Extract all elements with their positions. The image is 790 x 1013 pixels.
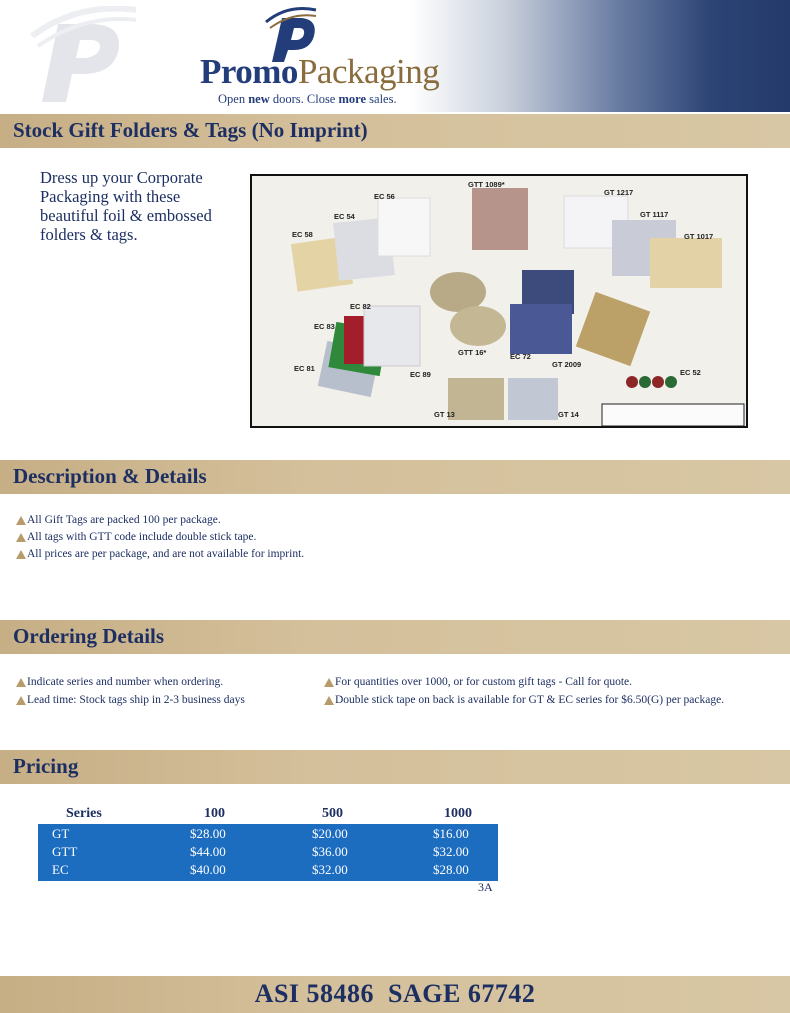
table-cell: $32.00 xyxy=(312,862,348,877)
description-bar xyxy=(0,460,790,494)
photo-label: GT 2009 xyxy=(552,360,582,369)
bullet-triangle-icon xyxy=(16,678,26,687)
photo-label: EC 54 xyxy=(334,212,355,221)
table-cell: $28.00 xyxy=(433,862,469,877)
table-cell: $44.00 xyxy=(190,844,226,859)
page-header xyxy=(0,0,790,112)
ordering-list-right xyxy=(324,673,724,709)
pricing-table xyxy=(38,806,498,881)
pricing-header-row xyxy=(38,806,498,824)
ordering-bar xyxy=(0,620,790,654)
photo-label: GTT 16* xyxy=(458,348,487,357)
table-cell: GT xyxy=(52,826,70,841)
footer-bar xyxy=(0,976,790,1013)
photo-label: GT 1117 xyxy=(640,210,669,219)
product-photo-illustration xyxy=(252,176,746,426)
table-cell: $40.00 xyxy=(190,862,226,877)
page-number: 3A xyxy=(478,880,493,894)
photo-label: EC 56 xyxy=(374,192,395,201)
bullet-triangle-icon xyxy=(16,533,26,542)
header-cell-series: Series xyxy=(66,806,102,821)
table-cell: $20.00 xyxy=(312,826,348,841)
list-item-text: All prices are per package, and are not available for imprint. xyxy=(27,548,305,560)
brand-name-packaging: Packaging xyxy=(297,52,440,91)
list-item xyxy=(324,673,724,691)
list-item-text: Lead time: Stock tags ship in 2-3 business days xyxy=(27,694,245,706)
list-item xyxy=(16,546,304,563)
list-item-text: Indicate series and number when ordering. xyxy=(27,676,224,688)
table-cell: $36.00 xyxy=(312,844,348,859)
table-row xyxy=(38,861,498,879)
tagline-part: Open xyxy=(218,92,249,106)
description-list xyxy=(16,512,304,563)
pricing-body xyxy=(38,824,498,881)
intro-text: Dress up your Corporate Packaging with these beautiful foil & embossed folders & tags. xyxy=(40,168,212,244)
bullet-triangle-icon xyxy=(16,516,26,525)
product-photo xyxy=(250,174,748,428)
bullet-triangle-icon xyxy=(324,678,334,687)
list-item xyxy=(324,691,724,709)
list-item xyxy=(16,673,245,691)
list-item xyxy=(16,691,245,709)
header-cell-1000: 1000 xyxy=(444,806,472,821)
tagline-emphasis-new: new xyxy=(248,92,270,106)
photo-label: EC 82 xyxy=(350,302,371,311)
tagline-emphasis-more: more xyxy=(338,92,367,106)
photo-label: GTT 1089* xyxy=(468,180,505,189)
list-item-text: All tags with GTT code include double stick tape. xyxy=(27,531,257,543)
tagline-part: sales. xyxy=(366,92,397,106)
list-item xyxy=(16,512,304,529)
bullet-triangle-icon xyxy=(324,696,334,705)
ordering-heading: Ordering Details xyxy=(13,624,165,648)
photo-label: GT 1017 xyxy=(684,232,714,241)
brand-name xyxy=(200,52,439,92)
title-bar xyxy=(0,114,790,148)
table-row xyxy=(38,843,498,861)
description-heading: Description & Details xyxy=(13,464,207,488)
brand-tagline xyxy=(218,92,397,107)
table-cell: EC xyxy=(52,862,69,877)
table-cell: GTT xyxy=(52,844,78,859)
bullet-triangle-icon xyxy=(16,696,26,705)
ordering-list-left xyxy=(16,673,245,709)
tagline-part: doors. Close xyxy=(269,92,339,106)
list-item xyxy=(16,529,304,546)
photo-label: EC 81 xyxy=(294,364,315,373)
list-item-text: All Gift Tags are packed 100 per package. xyxy=(27,514,221,526)
table-cell: $32.00 xyxy=(433,844,469,859)
pricing-bar xyxy=(0,750,790,784)
header-cell-100: 100 xyxy=(204,806,225,821)
table-row xyxy=(38,825,498,843)
photo-label: GT 13 xyxy=(434,410,455,419)
watermark-p-logo-icon xyxy=(28,6,138,106)
list-item-text: For quantities over 1000, or for custom gift tags - Call for quote. xyxy=(335,676,633,688)
brand-name-promo: Promo xyxy=(200,52,298,91)
photo-label: EC 89 xyxy=(410,370,431,379)
header-cell-500: 500 xyxy=(322,806,343,821)
photo-label: EC 52 xyxy=(680,368,701,377)
page-title: Stock Gift Folders & Tags (No Imprint) xyxy=(13,118,368,142)
photo-label: EC 83 xyxy=(314,322,335,331)
photo-label: GT 14 xyxy=(558,410,579,419)
list-item-text: Double stick tape on back is available for GT & EC series for $6.50(G) per package. xyxy=(335,694,725,706)
photo-label: EC 72 xyxy=(510,352,531,361)
bullet-triangle-icon xyxy=(16,550,26,559)
photo-label: GT 1217 xyxy=(604,188,634,197)
pricing-heading: Pricing xyxy=(13,754,79,778)
footer-ids: ASI 58486 SAGE 67742 xyxy=(254,979,536,1008)
table-cell: $28.00 xyxy=(190,826,226,841)
photo-label: EC 58 xyxy=(292,230,313,239)
table-cell: $16.00 xyxy=(433,826,469,841)
